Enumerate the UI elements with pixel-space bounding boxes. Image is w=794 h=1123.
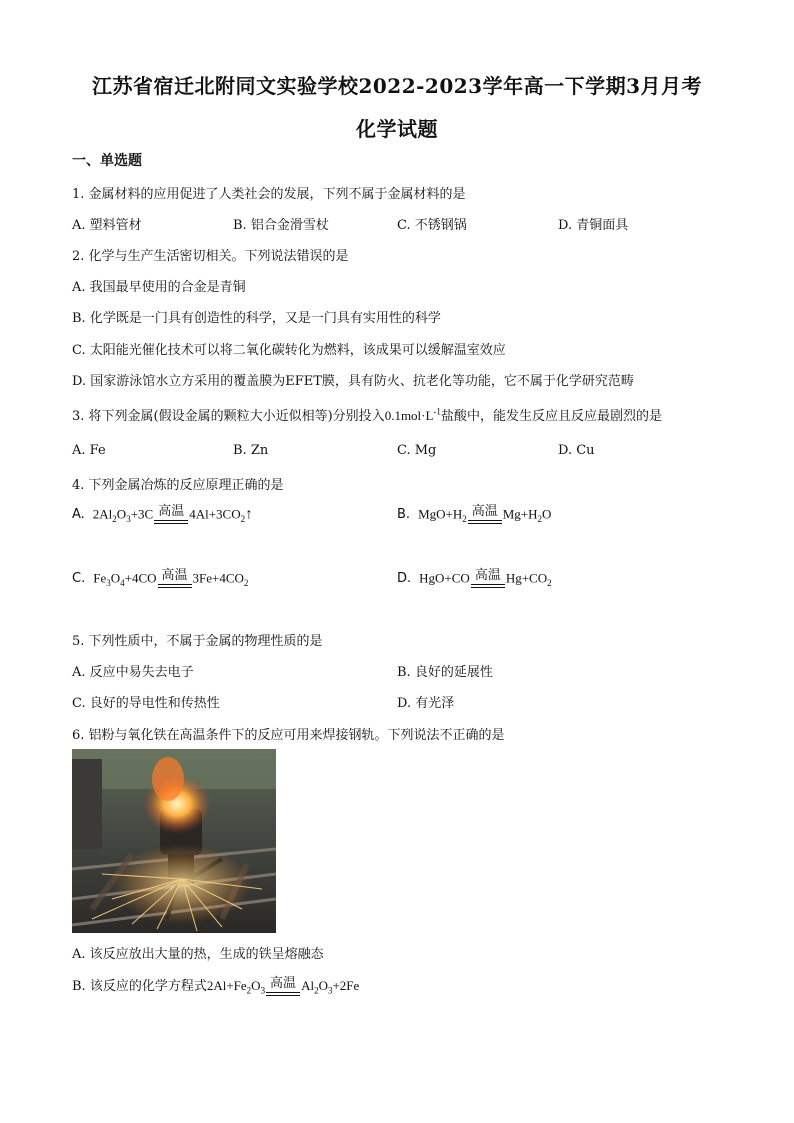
q4-c-reactant-co: +4CO (124, 570, 157, 586)
q1-option-a: A. 塑料管材 (72, 218, 142, 233)
q4-c-double-line (158, 584, 192, 588)
q4-b-product-o: O (542, 506, 552, 522)
q4-b-product: Mg+H (502, 506, 538, 522)
q4-d-condition (471, 569, 505, 588)
q3-concentration-exponent: -1 (433, 406, 441, 417)
q1-stem: 1. 金属材料的应用促进了人类社会的发展，下列不属于金属材料的是 (72, 187, 466, 202)
q4-option-d (397, 569, 552, 588)
q4-c-sub-3: 3 (106, 578, 111, 588)
q4-b-condition-text: 高温 (471, 504, 498, 519)
q4-d-condition-text: 高温 (474, 568, 501, 583)
q4-d-label: D. (397, 571, 412, 587)
q6-b-sub-3: 3 (260, 985, 266, 996)
q3-stem (72, 405, 662, 424)
q4-a-sub-2: 2 (112, 514, 117, 524)
q6-b-reactant-o: O (251, 978, 261, 993)
q6-b-double-line (266, 992, 300, 996)
q4-a-label: A. (72, 507, 85, 523)
q5-option-a: A. 反应中易失去电子 (72, 665, 194, 680)
q2-option-d: D. 国家游泳馆水立方采用的覆盖膜为EFET膜，具有防火、抗老化等功能，它不属于化学研究范畴 (72, 374, 634, 389)
q6-b-text: B. 该反应的化学方程式 (72, 979, 207, 994)
q4-a-sub-3: 3 (126, 514, 131, 524)
q4-a-condition (154, 505, 188, 524)
title-line-1: 江苏省宿迁北附同文实验学校2022-2023学年高一下学期3月月考 (91, 74, 703, 98)
q3-option-c: C. Mg (397, 443, 437, 458)
q3-concentration-value: 0.1mol·L (384, 408, 434, 423)
q4-a-reactant-c: +3C (130, 506, 154, 522)
q4-option-c (72, 569, 248, 588)
q4-c-reactant-o: O (110, 570, 121, 586)
q4-b-label: B. (397, 507, 411, 523)
q5-stem: 5. 下列性质中，不属于金属的物理性质的是 (72, 634, 323, 649)
q4-b-sub-2: 2 (462, 514, 467, 524)
q1-option-b: B. 铝合金滑雪杖 (233, 218, 329, 233)
title-line-2: 化学试题 (356, 117, 438, 141)
q3-stem-part1: 3. 将下列金属(假设金属的颗粒大小近似相等)分别投入 (72, 409, 385, 424)
q4-c-sub-4: 4 (120, 578, 125, 588)
q6-b-sub-2: 2 (246, 985, 252, 996)
q6-b-product: Al (301, 978, 315, 993)
q3-option-d: D. Cu (558, 443, 595, 458)
q4-b-sub-2b: 2 (537, 514, 543, 524)
q4-a-product: 4Al+3CO (189, 506, 241, 522)
q4-c-product: 3Fe+4CO (192, 570, 244, 586)
q4-b-condition (468, 505, 502, 524)
thermite-welding-illustration (72, 749, 276, 933)
q6-b-reactant: 2Al+Fe (206, 978, 247, 993)
q6-b-condition-text: 高温 (270, 975, 297, 991)
q5-option-d: D. 有光泽 (397, 696, 455, 711)
q6-b-sub-3b: 3 (327, 985, 333, 996)
q2-option-a: A. 我国最早使用的合金是青铜 (72, 280, 246, 295)
q3-stem-part2: 盐酸中，能发生反应且反应最剧烈的是 (440, 409, 662, 424)
q1-option-d: D. 青铜面具 (558, 218, 629, 233)
section-heading: 一、单选题 (72, 153, 142, 169)
q4-a-reactant: 2Al (92, 506, 113, 522)
q4-a-gas-arrow: ↑ (245, 506, 253, 523)
q4-stem: 4. 下列金属冶炼的反应原理正确的是 (72, 478, 284, 493)
q6-option-a: A. 该反应放出大量的热，生成的铁呈熔融态 (72, 947, 324, 962)
q6-stem: 6. 铝粉与氧化铁在高温条件下的反应可用来焊接钢轨。下列说法不正确的是 (72, 728, 505, 743)
q3-option-b: B. Zn (233, 443, 269, 458)
q4-option-b (397, 505, 551, 524)
q4-a-sub-2b: 2 (240, 514, 246, 524)
q5-option-c: C. 良好的导电性和传热性 (72, 696, 220, 711)
q6-b-condition (266, 977, 300, 996)
q6-b-sub-2b: 2 (314, 985, 319, 996)
q2-option-c: C. 太阳能光催化技术可以将二氧化碳转化为燃料，该成果可以缓解温室效应 (72, 343, 506, 358)
q3-concentration (385, 408, 441, 423)
q6-b-product-fe: +2Fe (332, 978, 360, 993)
q4-b-reactant: MgO+H (418, 506, 463, 522)
q4-c-condition-text: 高温 (161, 568, 188, 583)
q6-b-product-o: O (318, 978, 328, 993)
q6-option-b (72, 975, 359, 996)
q4-c-sub-2: 2 (243, 578, 249, 588)
thermite-welding-photo (72, 749, 276, 933)
q2-stem: 2. 化学与生产生活密切相关。下列说法错误的是 (72, 249, 349, 264)
q4-d-sub-2: 2 (547, 578, 552, 588)
q4-d-double-line (471, 584, 505, 588)
q4-d-product: Hg+CO (505, 570, 548, 586)
q4-c-reactant: Fe (93, 570, 107, 586)
q4-d-reactant: HgO+CO (419, 570, 470, 586)
q2-option-b: B. 化学既是一门具有创造性的科学，又是一门具有实用性的科学 (72, 311, 441, 326)
q4-c-label: C. (72, 571, 86, 587)
q1-option-c: C. 不锈钢锅 (397, 218, 467, 233)
q4-option-a (72, 505, 253, 524)
q4-c-condition (158, 569, 192, 588)
q4-b-double-line (468, 520, 502, 524)
q4-a-condition-text: 高温 (158, 504, 185, 519)
q5-option-b: B. 良好的延展性 (397, 665, 493, 680)
q4-a-reactant-o: O (116, 506, 127, 522)
q4-a-double-line (154, 520, 188, 524)
q3-option-a: A. Fe (72, 443, 106, 458)
